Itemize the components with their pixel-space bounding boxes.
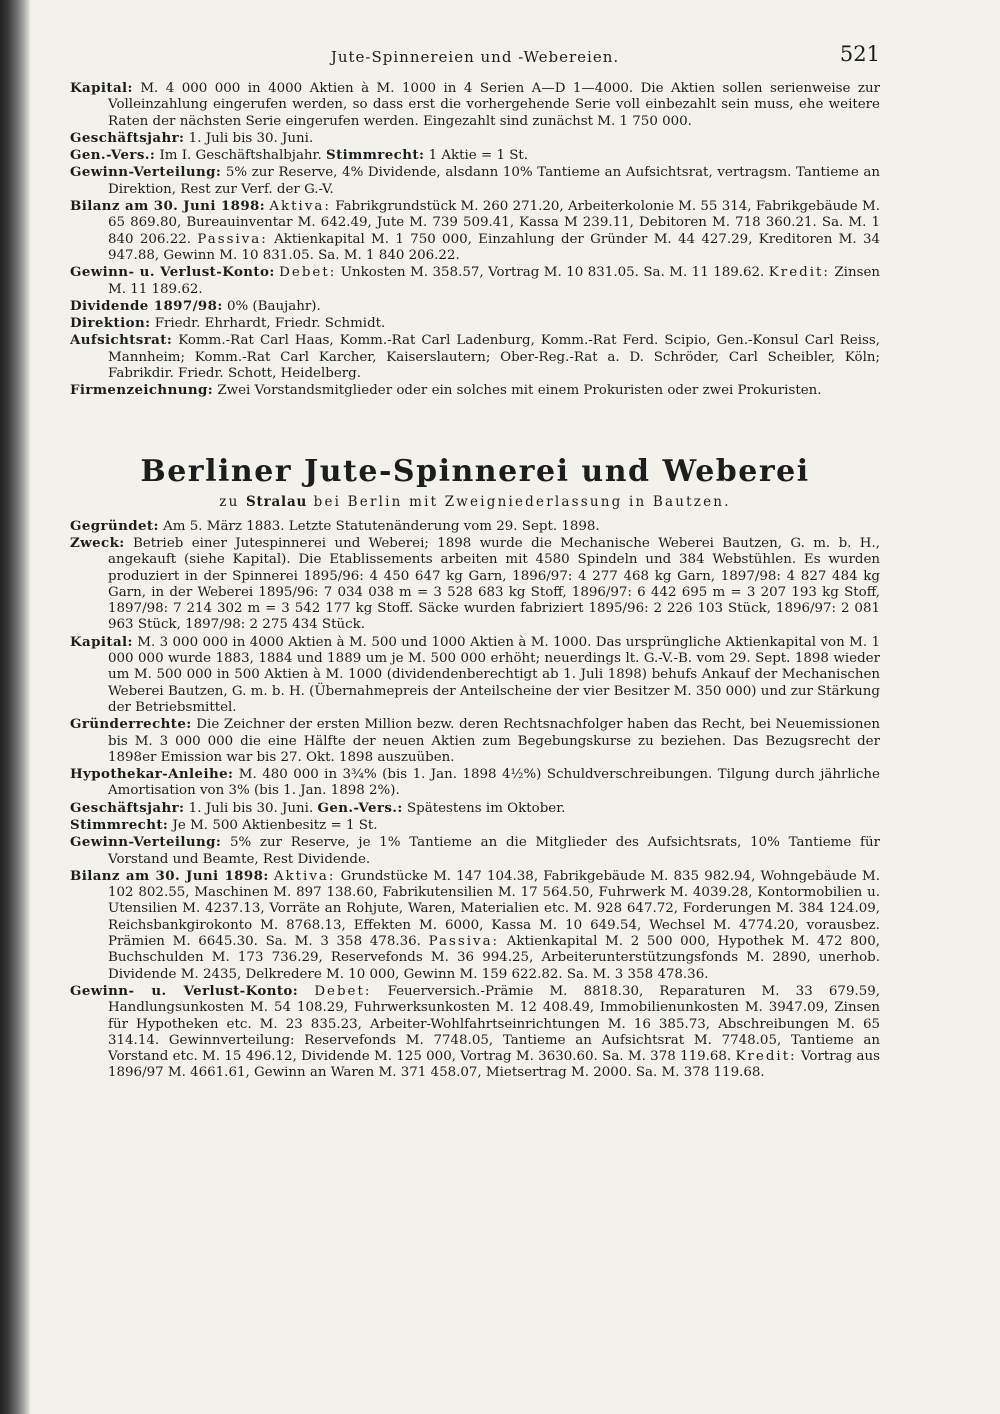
passiva-label: Passiva:	[428, 934, 500, 950]
entry-kapital	[70, 634, 880, 716]
subtitle-prefix: zu	[219, 493, 240, 510]
entry-label: Kapital:	[70, 80, 133, 96]
page-number: 521	[839, 42, 880, 66]
entry-text: Je M. 500 Aktienbesitz = 1 St.	[172, 817, 378, 833]
entry-label: Zweck:	[70, 534, 125, 551]
previous-company-entry	[70, 80, 880, 400]
entry-text: Komm.-Rat Carl Haas, Komm.-Rat Carl Ladenburg, Komm.-Rat Ferd. Scipio, Gen.-Konsul Carl Reiss, Mannheim; Komm.-Rat Carl Karcher, Kaiserslautern; Ober-Reg.-Rat a. D. Schröder, Carl Scheibler, Köln; Fabrikdir. Friedr. Schott, Heidelberg.	[108, 333, 880, 382]
entry-text: Spätestens im Oktober.	[406, 800, 566, 816]
entry-text: Betrieb einer Jutespinnerei und Weberei; 1898 wurde die Mechanische Weberei Bautzen, G. m. b. H., angekauft (siehe Kapital). Die Etablissements arbeiten mit 4580 Spindeln und 384 Webstühlen. Es wurden produziert in der Spinnerei 1895/96: 4 450 647 kg Garn, 1896/97: 4 277 468 kg Garn, 1897/98: 4 827 484 kg Garn, in der Weberei 1895/96: 7 034 038 m = 3 528 683 kg Stoff, 1896/97: 6 442 695 m = 3 207 193 kg Stoff, 1897/98: 7 214 302 m = 3 542 177 kg Stoff. Säcke wurden fabriziert 1895/96: 2 226 103 Stück, 1896/97: 2 081 963 Stück, 1897/98: 2 275 434 Stück.	[108, 535, 880, 633]
entry-text: 1. Juli bis 30. Juni.	[188, 800, 314, 816]
entry-gegruendet	[70, 518, 880, 535]
entry-text: M. 3 000 000 in 4000 Aktien à M. 500 und 1000 Aktien à M. 1000. Das ursprüngliche Aktienkapital von M. 1 000 000 wurde 1883, 1884 und 1889 um je M. 500 000 erhöht; neuerdings lt. G.-V.-B. vom 29. Sept. 1898 wieder um M. 500 000 in 500 Aktien à M. 1000 (dividendenberechtigt ab 1. Juli 1898) behufs Ankauf der Mechanischen Weberei Bautzen, G. m. b. H. (Übernahmepreis der Anteilscheine der vier Besitzer M. 350 000) und zur Stärkung der Betriebsmittel.	[108, 634, 880, 715]
kredit-label: Kredit:	[735, 1049, 797, 1065]
entry-bilanz	[70, 868, 880, 983]
entry-gen-vers	[70, 147, 880, 164]
entry-label: Gründerrechte:	[70, 716, 192, 733]
entry-zweck	[70, 535, 880, 634]
entry-label: Dividende 1897/98:	[70, 297, 223, 314]
entry-text: Unkosten M. 358.57, Vortrag M. 10 831.05. Sa. M. 11 189.62.	[340, 265, 765, 281]
entry-text: Vortrag aus 1896/97 M. 4661.61, Gewinn an Waren M. 371 458.07, Mietsertrag M. 2000. Sa. M. 378 119.68.	[108, 1049, 881, 1081]
entry-gewinn-verlust	[70, 983, 880, 1082]
entry-label: Kapital:	[70, 633, 133, 650]
entry-label: Hypothekar-Anleihe:	[70, 766, 234, 783]
entry-label: Geschäftsjahr:	[70, 799, 185, 816]
debet-label: Debet:	[314, 983, 372, 999]
entry-label: Gewinn- u. Verlust-Konto:	[70, 982, 299, 999]
entry-text: Zinsen M. 11 189.62.	[108, 265, 880, 297]
entry-hypothekar-anleihe	[70, 766, 880, 800]
entry-text: Friedr. Ehrhardt, Friedr. Schmidt.	[154, 316, 386, 332]
entry-kapital	[70, 80, 880, 130]
entry-label: Aufsichtsrat:	[70, 332, 173, 349]
entry-text: M. 4 000 000 in 4000 Aktien à M. 1000 in 4 Serien A—D 1—4000. Die Aktien sollen serienweise zur Volleinzahlung eingerufen werden, so dass erst die vorhergehende Serie voll einbezahlt sein muss, ehe weitere Raten der nächsten Serie eingerufen werden. Eingezahlt sind zunächst M. 1 750 000.	[108, 81, 880, 129]
running-title: Jute-Spinnereien und -Webereien.	[330, 48, 620, 66]
entry-gewinn-verlust	[70, 264, 880, 298]
entry-gewinn-verteilung	[70, 834, 880, 868]
running-head	[70, 40, 880, 80]
entry-gewinn-verteilung	[70, 164, 880, 198]
company-subtitle	[70, 494, 880, 510]
entry-direktion	[70, 315, 880, 332]
entry-label: Gen.-Vers.:	[317, 799, 403, 816]
entry-label: Gewinn- u. Verlust-Konto:	[70, 264, 275, 281]
entry-text: 0% (Baujahr).	[226, 298, 321, 314]
entry-stimmrecht	[70, 817, 880, 834]
entry-label: Geschäftsjahr:	[70, 129, 185, 146]
entry-label: Stimmrecht:	[70, 816, 169, 833]
entry-text: Zwei Vorstandsmitglieder oder ein solches mit einem Prokuristen oder zwei Prokuristen.	[217, 383, 822, 399]
entry-text: Im I. Geschäftshalbjahr.	[159, 148, 322, 164]
entry-text: Grundstücke M. 147 104.38, Fabrikgebäude M. 835 982.94, Wohngebäude M. 102 802.55, Maschinen M. 897 138.60, Fabrikutensilien M. 17 564.50, Fuhrwerk M. 4039.28, Kontormobilien u. Utensilien M. 4237.13, Vorräte an Rohjute, Waren, Materialien etc. M. 928 647.72, Forderungen M. 384 124.09, Reichsbankgirokonto M. 8768.13, Effekten M. 6000, Kassa M. 10 649.54, Wechsel M. 4774.20, vorausbez. Prämien M. 6645.30. Sa. M. 3 358 478.36.	[108, 868, 880, 950]
entry-label: Gewinn-Verteilung:	[70, 834, 222, 851]
entry-label: Bilanz am 30. Juni 1898:	[70, 867, 269, 884]
entry-gruenderrechte	[70, 716, 880, 766]
entry-label: Bilanz am 30. Juni 1898:	[70, 198, 266, 215]
aktiva-label: Aktiva:	[273, 868, 336, 884]
debet-label: Debet:	[279, 265, 337, 281]
passiva-label: Passiva:	[197, 231, 268, 247]
subtitle-place: Stralau	[246, 493, 308, 510]
kredit-label: Kredit:	[768, 265, 830, 281]
entry-firmenzeichnung	[70, 382, 880, 399]
entry-text: Aktienkapital M. 2 500 000, Hypothek M. 472 800, Buchschulden M. 173 736.29, Reservefonds M. 36 994.25, Arbeiterunterstützungsfonds M. 2890, unerhob. Dividende M. 2435, Delkredere M. 10 000, Gewinn M. 159 622.82. Sa. M. 3 358 478.36.	[108, 934, 880, 982]
entry-label: Gewinn-Verteilung:	[70, 164, 222, 181]
entry-text: Die Zeichner der ersten Million bezw. deren Rechtsnachfolger haben das Recht, bei Neuemissionen bis M. 3 000 000 die eine Hälfte der neuen Aktien zum Begebungskurse zu beziehen. Das Bezugsrecht der 1898er Emission war bis 27. Okt. 1898 auszuüben.	[108, 717, 880, 765]
entry-text: Aktienkapital M. 1 750 000, Einzahlung der Gründer M. 44 427.29, Kreditoren M. 34 947.88, Gewinn M. 10 831.05. Sa. M. 1 840 206.22.	[108, 231, 880, 263]
entry-text: 5% zur Reserve, je 1% Tantieme an die Mitglieder des Aufsichtsrats, 10% Tantieme für Vorstand und Beamte, Rest Dividende.	[108, 835, 880, 867]
entry-geschaeftsjahr	[70, 800, 880, 817]
entry-label: Firmenzeichnung:	[70, 382, 214, 399]
entry-text: 5% zur Reserve, 4% Dividende, alsdann 10% Tantieme an Aufsichtsrat, vertragsm. Tantieme an Direktion, Rest zur Verf. der G.-V.	[108, 165, 880, 197]
aktiva-label: Aktiva:	[269, 199, 331, 215]
book-spine-edge	[0, 0, 30, 1414]
entry-text: Am 5. März 1883. Letzte Statutenänderung vom 29. Sept. 1898.	[163, 518, 600, 534]
entry-bilanz	[70, 198, 880, 264]
entry-dividende	[70, 298, 880, 315]
entry-text: Feuerversich.-Prämie M. 8818.30, Reparaturen M. 33 679.59, Handlungsunkosten M. 54 108.29, Fuhrwerksunkosten M. 12 408.49, Immobilienunkosten M. 3947.09, Zinsen für Hypotheken etc. M. 23 835.23, Arbeiter-Wohlfahrtseinrichtungen M. 16 385.73, Abschreibungen M. 65 314.14. Gewinnverteilung: Reservefonds M. 7748.05, Tantieme an Aufsichtsrat M. 7748.05, Tantieme an Vorstand etc. M. 15 496.12, Dividende M. 125 000, Vortrag M. 3630.60. Sa. M. 378 119.68.	[108, 983, 881, 1065]
company-entry	[70, 454, 880, 1082]
subtitle-suffix: bei Berlin mit Zweigniederlassung in Bautzen.	[313, 493, 731, 510]
entry-label: Stimmrecht:	[326, 147, 425, 164]
entry-text: 1. Juli bis 30. Juni.	[188, 130, 314, 146]
company-title: Berliner Jute-Spinnerei und Weberei	[140, 453, 810, 489]
entry-aufsichtsrat	[70, 332, 880, 382]
entry-geschaeftsjahr	[70, 130, 880, 147]
entry-label: Gegründet:	[70, 517, 159, 534]
entry-label: Gen.-Vers.:	[70, 147, 156, 164]
entry-text: Fabrikgrundstück M. 260 271.20, Arbeiterkolonie M. 55 314, Fabrikgebäude M. 65 869.80, Bureauinventar M. 642.49, Jute M. 739 509.41, Kassa M 239.11, Debitoren M. 718 360.21. Sa. M. 1 840 206.22.	[108, 199, 880, 247]
entry-text: 1 Aktie = 1 St.	[428, 148, 529, 164]
entry-label: Direktion:	[70, 315, 151, 332]
document-page	[70, 40, 880, 1082]
entry-text: M. 480 000 in 3¾% (bis 1. Jan. 1898 4½%) Schuldverschreibungen. Tilgung durch jährliche Amortisation von 3% (bis 1. Jan. 1898 2%).	[108, 767, 880, 799]
